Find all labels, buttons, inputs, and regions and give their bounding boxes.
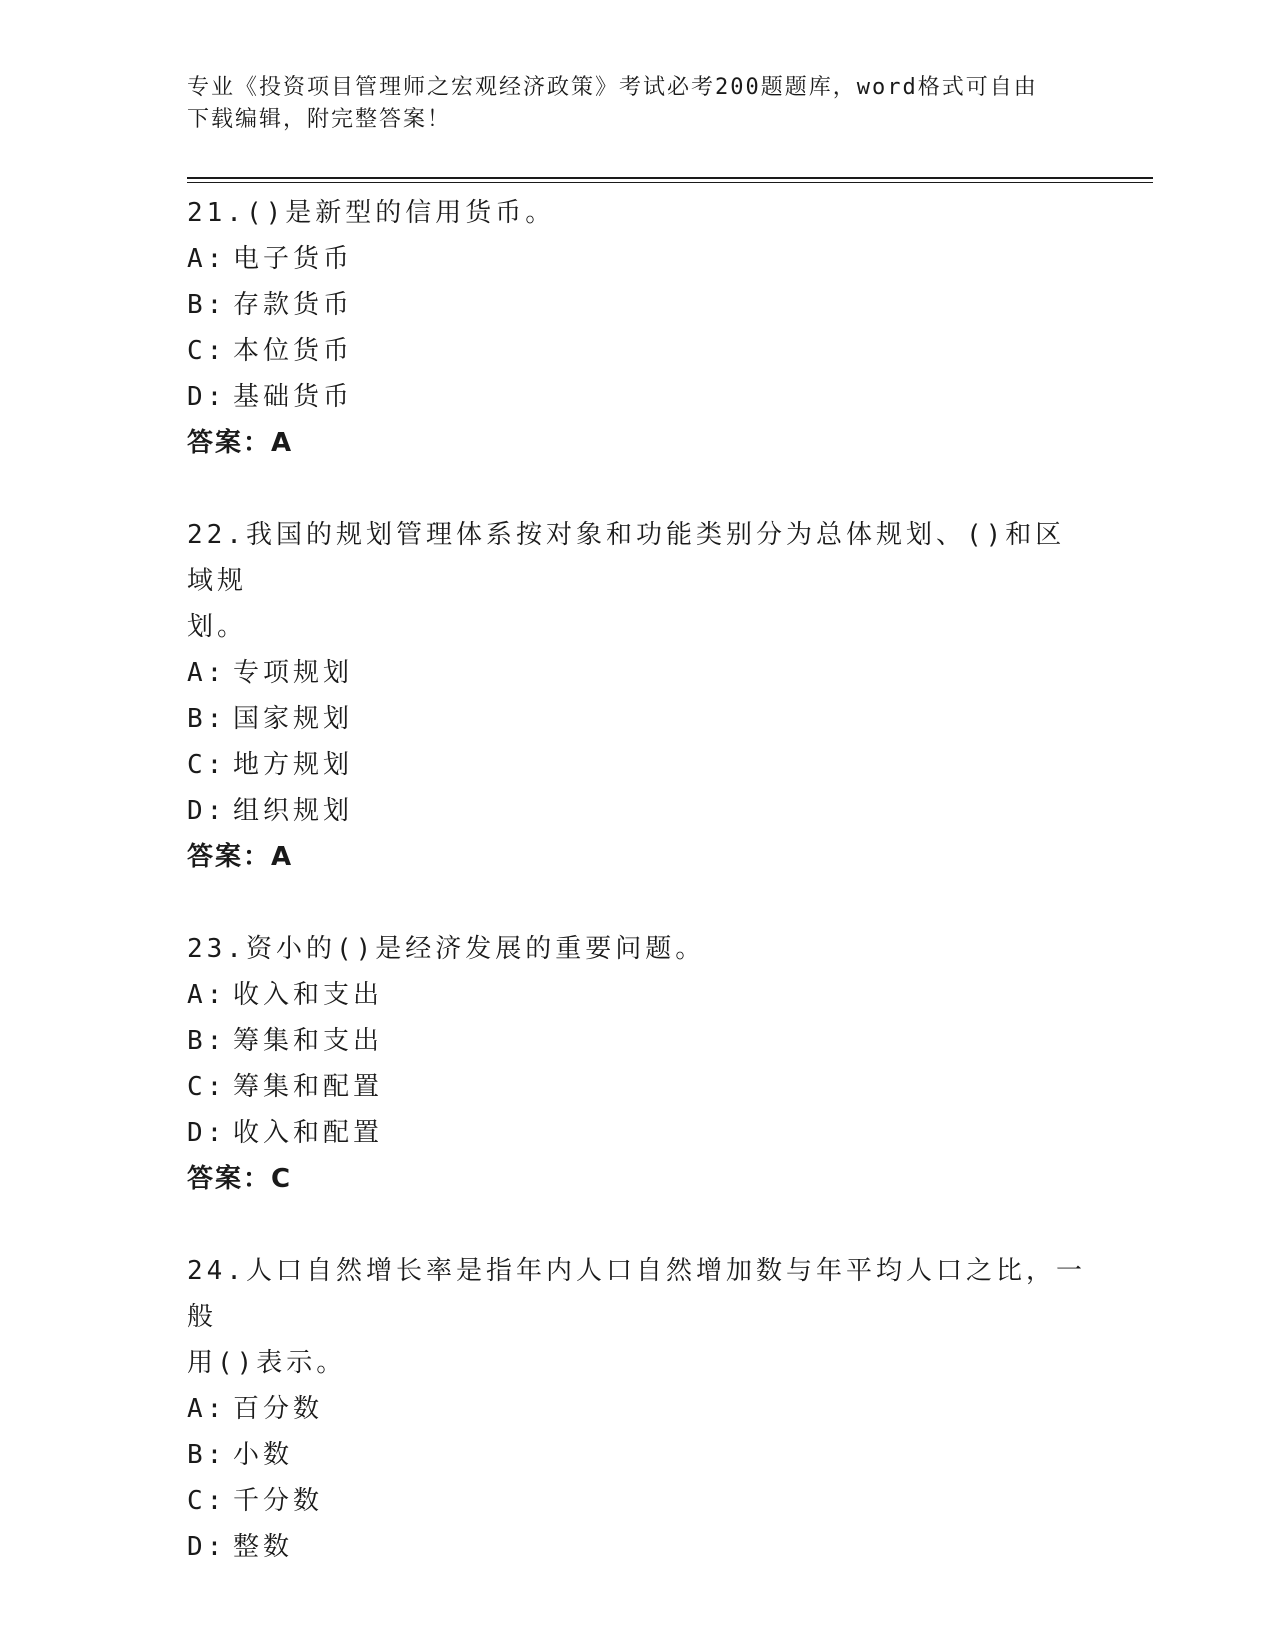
option-key: B: <box>187 704 227 734</box>
answer-option <box>187 282 1087 328</box>
document-header <box>187 72 1067 136</box>
option-text: 小数 <box>233 1440 294 1470</box>
option-key: D: <box>187 1532 227 1562</box>
question-block <box>187 512 1087 926</box>
option-key: A: <box>187 980 227 1010</box>
header-divider-thick <box>187 177 1153 179</box>
question-stem: 划。 <box>187 612 248 642</box>
answer-option <box>187 972 1087 1018</box>
question-block <box>187 1248 1087 1570</box>
option-text: 收入和配置 <box>233 1118 384 1148</box>
answer-option <box>187 696 1087 742</box>
option-key: B: <box>187 1026 227 1056</box>
option-key: C: <box>187 1486 227 1516</box>
answer-option <box>187 788 1087 834</box>
option-text: 基础货币 <box>233 382 354 412</box>
option-text: 千分数 <box>233 1486 324 1516</box>
question-stem: 24.人口自然增长率是指年内人口自然增加数与年平均人口之比，一般 <box>187 1256 1086 1332</box>
answer-option <box>187 1386 1087 1432</box>
answer-option <box>187 1432 1087 1478</box>
option-text: 整数 <box>233 1532 294 1562</box>
option-key: A: <box>187 1394 227 1424</box>
option-text: 筹集和支出 <box>233 1026 384 1056</box>
option-key: B: <box>187 1440 227 1470</box>
answer-line: 答案：A <box>187 428 294 458</box>
question-list <box>187 190 1087 1570</box>
answer-option <box>187 1110 1087 1156</box>
header-line-1: 专业《投资项目管理师之宏观经济政策》考试必考200题题库，word格式可自由 <box>187 75 1038 100</box>
answer-option <box>187 374 1087 420</box>
question-spacer <box>187 466 1087 512</box>
answer-option <box>187 1524 1087 1570</box>
header-divider-thin <box>187 182 1153 183</box>
answer-option <box>187 650 1087 696</box>
option-text: 筹集和配置 <box>233 1072 384 1102</box>
option-text: 百分数 <box>233 1394 324 1424</box>
question-stem: 23.资小的()是经济发展的重要问题。 <box>187 934 706 964</box>
answer-option <box>187 328 1087 374</box>
question-spacer <box>187 1202 1087 1248</box>
answer-option <box>187 1018 1087 1064</box>
option-key: A: <box>187 244 227 274</box>
option-key: A: <box>187 658 227 688</box>
option-key: D: <box>187 796 227 826</box>
question-stem: 用()表示。 <box>187 1348 347 1378</box>
answer-option <box>187 742 1087 788</box>
option-key: B: <box>187 290 227 320</box>
option-key: D: <box>187 1118 227 1148</box>
answer-line: 答案：A <box>187 842 294 872</box>
option-text: 地方规划 <box>233 750 354 780</box>
option-text: 本位货币 <box>233 336 354 366</box>
option-text: 国家规划 <box>233 704 354 734</box>
answer-option <box>187 236 1087 282</box>
question-block <box>187 190 1087 512</box>
option-text: 电子货币 <box>233 244 354 274</box>
option-text: 存款货币 <box>233 290 354 320</box>
option-key: D: <box>187 382 227 412</box>
header-line-2: 下载编辑，附完整答案！ <box>187 107 452 132</box>
option-text: 组织规划 <box>233 796 354 826</box>
option-text: 专项规划 <box>233 658 354 688</box>
answer-option <box>187 1064 1087 1110</box>
answer-option <box>187 1478 1087 1524</box>
question-spacer <box>187 880 1087 926</box>
option-text: 收入和支出 <box>233 980 384 1010</box>
answer-line: 答案：C <box>187 1164 293 1194</box>
question-stem: 22.我国的规划管理体系按对象和功能类别分为总体规划、()和区域规 <box>187 520 1066 596</box>
question-stem: 21.()是新型的信用货币。 <box>187 198 556 228</box>
option-key: C: <box>187 1072 227 1102</box>
option-key: C: <box>187 750 227 780</box>
question-block <box>187 926 1087 1248</box>
option-key: C: <box>187 336 227 366</box>
